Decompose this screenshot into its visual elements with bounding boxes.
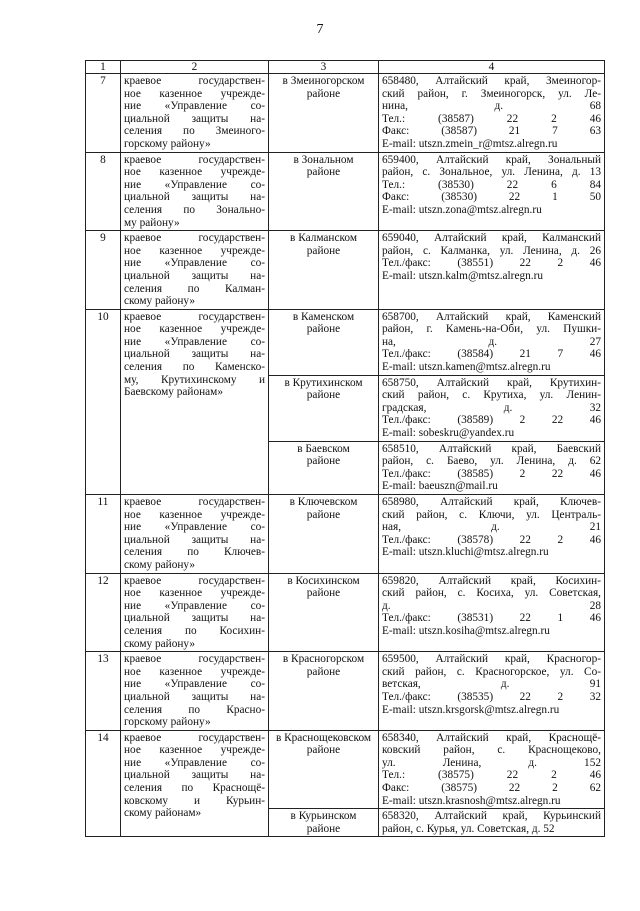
text-line: в Курьинском [290, 810, 357, 823]
text-line: 659040, Алтайский край, Калманский [382, 232, 601, 245]
row-number: 8 [86, 152, 121, 231]
text-line: в Крутихинском [284, 376, 363, 389]
text-line: селения по Каменско- [124, 361, 265, 374]
text-line: на, д. 27 [382, 335, 601, 348]
text-line: нина, д. 68 [382, 100, 601, 113]
text-line: районе [306, 244, 341, 257]
institution-name [121, 730, 269, 837]
text-line: ул. Ленина, д. 152 [382, 756, 601, 769]
row-number: 7 [86, 74, 121, 153]
contact-address [379, 309, 605, 375]
page-number: 7 [316, 22, 324, 37]
text-line: Тел./факс: (38535) 22 2 32 [382, 690, 601, 703]
text-line: район, с. Зональное, ул. Ленина, д. 13 [382, 166, 601, 179]
text-line: горскому району» [124, 137, 211, 150]
text-line: Факс: (38587) 21 7 63 [382, 125, 601, 138]
text-line: Тел.: (38587) 22 2 46 [382, 112, 601, 125]
contact-address [379, 74, 605, 153]
text-line: циальной защиты на- [124, 533, 265, 546]
text-line: 658510, Алтайский край, Баевский [382, 442, 601, 455]
text-line: 658980, Алтайский край, Ключев- [382, 496, 601, 508]
text-line: ное казенное учрежде- [124, 587, 265, 600]
text-line: ние «Управление со- [124, 335, 265, 348]
text-line: 658480, Алтайский край, Змеиногор- [382, 75, 601, 87]
text-line: Факс: (38530) 22 1 50 [382, 191, 601, 204]
district-name [269, 652, 379, 731]
text-line: районе [306, 389, 341, 402]
text-line: Баевскому районам» [124, 386, 223, 399]
text-line: в Краснощековском [275, 731, 372, 744]
column-header: 1 [86, 61, 121, 74]
row-number: 11 [86, 495, 121, 574]
text-line: E-mail: utszn.krsgorsk@mtsz.alregn.ru [382, 703, 560, 716]
text-line: E-mail: utszn.kamen@mtsz.alregn.ru [382, 361, 551, 374]
district-name [269, 441, 379, 494]
text-line: краевое государствен- [124, 153, 265, 166]
institution-name [121, 573, 269, 652]
text-line: циальной защиты на- [124, 191, 265, 204]
text-line: ветская, д. 91 [382, 678, 601, 691]
text-line: ное казенное учрежде- [124, 244, 265, 257]
table-row [86, 495, 605, 574]
table-row [86, 231, 605, 310]
text-line: E-mail: sobeskru@yandex.ru [382, 427, 515, 440]
text-line: скому районам» [124, 807, 202, 820]
row-number: 14 [86, 730, 121, 837]
text-line: градская, д. 32 [382, 401, 601, 414]
institution-name [121, 495, 269, 574]
text-line: районе [306, 587, 341, 600]
text-line: район, г. Камень-на-Оби, ул. Пушки- [382, 323, 601, 336]
text-line: E-mail: utszn.kluchi@mtsz.alregn.ru [382, 546, 549, 559]
text-line: краевое государствен- [124, 731, 265, 744]
text-line: E-mail: utszn.krasnosh@mtsz.alregn.ru [382, 794, 561, 807]
contact-address [379, 573, 605, 652]
text-line: 659400, Алтайский край, Зональный [382, 153, 601, 166]
text-line: район, с. Баево, ул. Ленина, д. 62 [382, 455, 601, 468]
contact-address [379, 441, 605, 494]
contact-address [379, 652, 605, 731]
column-header: 2 [121, 61, 269, 74]
table-row [86, 573, 605, 652]
text-line: д. 28 [382, 599, 601, 612]
text-line: Тел./факс: (38584) 21 7 46 [382, 348, 601, 361]
text-line: E-mail: utszn.zmein_r@mtsz.alregn.ru [382, 137, 558, 150]
institutions-table [85, 60, 605, 837]
text-line: районе [306, 744, 341, 757]
text-line: 658340, Алтайский край, Краснощё- [382, 731, 601, 744]
text-line: ние «Управление со- [124, 521, 265, 534]
text-line: селения по Калман- [124, 282, 265, 295]
text-line: район, с. Курья, ул. Советская, д. 52 [382, 822, 555, 835]
text-line: ние «Управление со- [124, 257, 265, 270]
text-line: му району» [124, 216, 180, 229]
district-name [269, 74, 379, 153]
row-number: 12 [86, 573, 121, 652]
text-line: ное казенное учрежде- [124, 323, 265, 336]
table-row [86, 309, 605, 375]
text-line: ние «Управление со- [124, 599, 265, 612]
table-row [86, 730, 605, 809]
contact-address [379, 375, 605, 441]
text-line: ние «Управление со- [124, 178, 265, 191]
text-line: Факс: (38575) 22 2 62 [382, 782, 601, 795]
text-line: ковский район, с. Краснощеково, [382, 744, 601, 757]
text-line: ное казенное учрежде- [124, 665, 265, 678]
text-line: в Косихинском [287, 574, 360, 587]
text-line: Тел./факс: (38585) 2 22 46 [382, 467, 601, 480]
text-line: Тел.: (38530) 22 6 84 [382, 178, 601, 191]
text-line: 659820, Алтайский край, Косихин- [382, 574, 601, 587]
text-line: 658320, Алтайский край, Курьинский [382, 810, 601, 823]
text-line: в Каменском [292, 310, 355, 323]
text-line: E-mail: utszn.kosiha@mtsz.alregn.ru [382, 624, 550, 637]
text-line: 658700, Алтайский край, Каменский [382, 310, 601, 323]
text-line: районе [306, 508, 341, 521]
institution-name [121, 74, 269, 153]
text-line: ние «Управление со- [124, 100, 265, 113]
district-name [269, 231, 379, 310]
text-line: краевое государствен- [124, 574, 265, 587]
row-number: 10 [86, 309, 121, 494]
institution-name [121, 231, 269, 310]
contact-address [379, 152, 605, 231]
text-line: ное казенное учрежде- [124, 744, 265, 757]
contact-address [379, 231, 605, 310]
text-line: краевое государствен- [124, 232, 265, 245]
district-name [269, 309, 379, 375]
text-line: Тел./факс: (38531) 22 1 46 [382, 612, 601, 625]
district-name [269, 573, 379, 652]
text-line: циальной защиты на- [124, 348, 265, 361]
text-line: E-mail: baeuszn@mail.ru [382, 480, 498, 493]
table-row [86, 152, 605, 231]
text-line: краевое государствен- [124, 496, 265, 508]
text-line: горскому району» [124, 716, 211, 729]
text-line: районе [306, 665, 341, 678]
text-line: районе [306, 822, 341, 835]
text-line: Тел./факс: (38589) 2 22 46 [382, 414, 601, 427]
text-line: в Калманском [290, 232, 357, 245]
row-number: 9 [86, 231, 121, 310]
text-line: скому району» [124, 558, 195, 571]
text-line: районе [306, 323, 341, 336]
text-line: скому району» [124, 295, 195, 308]
table-row [86, 74, 605, 153]
text-line: в Зональном [293, 153, 354, 166]
text-line: E-mail: utszn.kalm@mtsz.alregn.ru [382, 269, 543, 282]
text-line: Тел.: (38575) 22 2 46 [382, 769, 601, 782]
institution-name [121, 152, 269, 231]
contact-address [379, 809, 605, 837]
text-line: селения по Косихин- [124, 624, 265, 637]
text-line: краевое государствен- [124, 310, 265, 323]
table-row [86, 652, 605, 731]
text-line: ский район, с. Косиха, ул. Советская, [382, 587, 601, 600]
text-line: циальной защиты на- [124, 612, 265, 625]
district-name [269, 375, 379, 441]
text-line: районе [306, 87, 341, 100]
row-number: 13 [86, 652, 121, 731]
text-line: краевое государствен- [124, 75, 265, 87]
text-line: му, Крутихинскому и [124, 373, 265, 386]
text-line: ное казенное учрежде- [124, 166, 265, 179]
text-line: 658750, Алтайский край, Крутихин- [382, 376, 601, 389]
text-line: 659500, Алтайский край, Красногор- [382, 653, 601, 666]
text-line: районе [306, 166, 341, 179]
district-name [269, 495, 379, 574]
text-line: ский район, с. Ключи, ул. Централь- [382, 508, 601, 521]
text-line: селения по Ключев- [124, 546, 265, 559]
institution-name [121, 652, 269, 731]
text-line: ский район, г. Змеиногорск, ул. Ле- [382, 87, 601, 100]
text-line: циальной защиты на- [124, 269, 265, 282]
text-line: циальной защиты на- [124, 769, 265, 782]
text-line: E-mail: utszn.zona@mtsz.alregn.ru [382, 203, 542, 216]
text-line: ковскому и Курьин- [124, 794, 265, 807]
text-line: ние «Управление со- [124, 756, 265, 769]
text-line: ное казенное учрежде- [124, 508, 265, 521]
text-line: краевое государствен- [124, 653, 265, 666]
text-line: селения по Красно- [124, 703, 265, 716]
text-line: в Красногорском [282, 653, 365, 666]
text-line: селения по Краснощё- [124, 782, 265, 795]
text-line: в Баевском [297, 442, 350, 455]
text-line: ский район, с. Красногорское, ул. Со- [382, 665, 601, 678]
text-line: в Ключевском [289, 496, 358, 508]
institution-name [121, 309, 269, 494]
text-line: в Змеиногорском [282, 75, 365, 87]
contact-address [379, 495, 605, 574]
text-line: скому району» [124, 637, 195, 650]
column-header: 4 [379, 61, 605, 74]
district-name [269, 730, 379, 809]
district-name [269, 152, 379, 231]
text-line: Тел./факс: (38578) 22 2 46 [382, 533, 601, 546]
text-line: ние «Управление со- [124, 678, 265, 691]
text-line: селения по Зонально- [124, 203, 265, 216]
text-line: район, с. Калманка, ул. Ленина, д. 26 [382, 244, 601, 257]
text-line: ная, д. 21 [382, 521, 601, 534]
column-header: 3 [269, 61, 379, 74]
text-line: селения по Змеиного- [124, 125, 265, 138]
text-line: ное казенное учрежде- [124, 87, 265, 100]
text-line: циальной защиты на- [124, 690, 265, 703]
table-body [86, 74, 605, 837]
text-line: районе [306, 455, 341, 468]
text-line: Тел./факс: (38551) 22 2 46 [382, 257, 601, 270]
contact-address [379, 730, 605, 809]
table-header-row [86, 61, 605, 74]
district-name [269, 809, 379, 837]
text-line: ский район, с. Крутиха, ул. Ленин- [382, 389, 601, 402]
text-line: циальной защиты на- [124, 112, 265, 125]
